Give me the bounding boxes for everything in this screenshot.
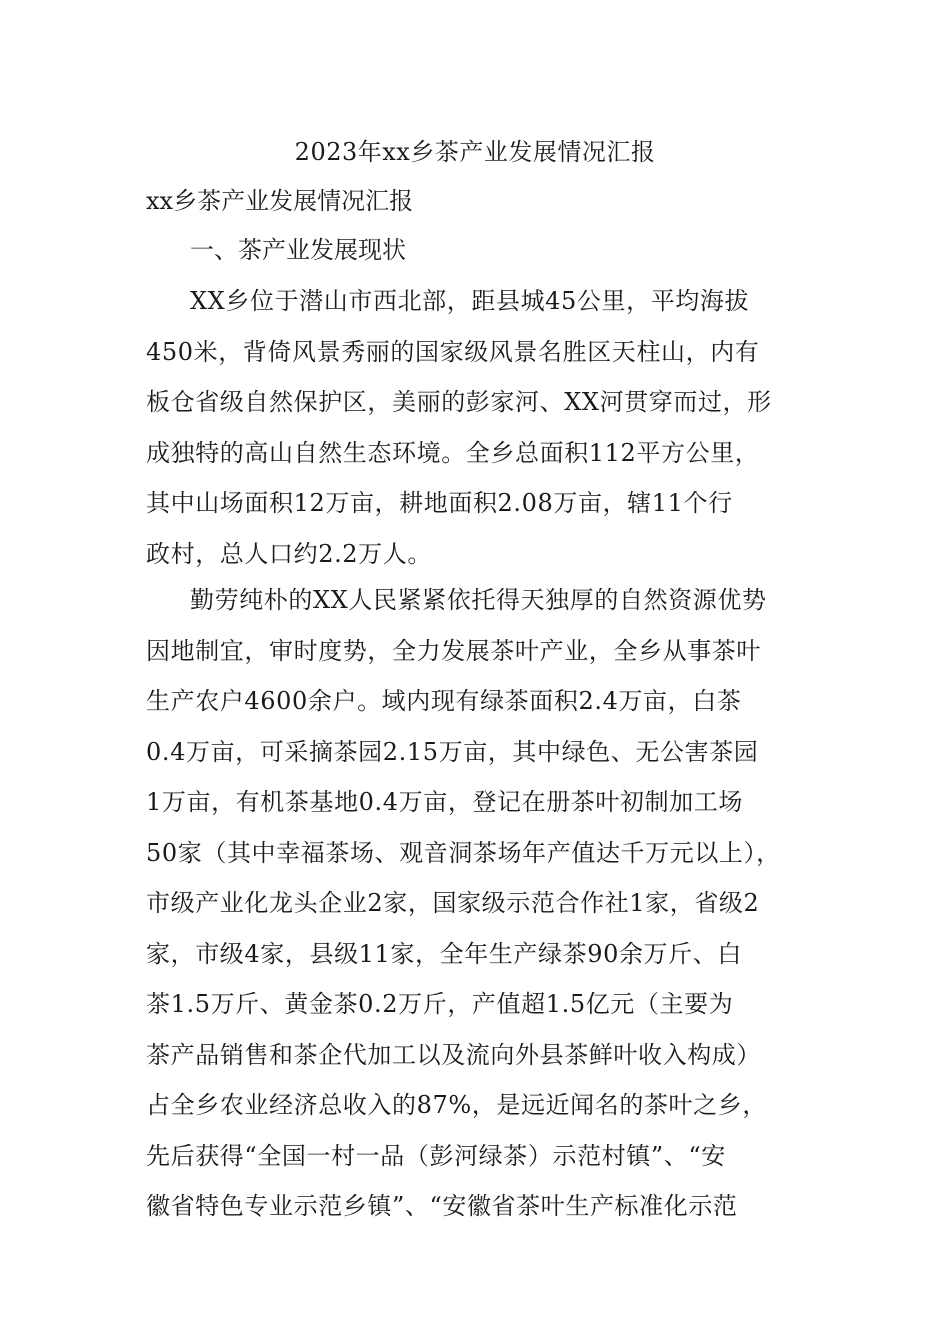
- paragraph-line: 先后获得“全国一村一品（彭河绿茶）示范村镇”、“安: [146, 1141, 726, 1170]
- paragraph-line: 板仓省级自然保护区，美丽的彭家河、XX河贯穿而过，形: [146, 388, 772, 416]
- paragraph-line: 450米，背倚风景秀丽的国家级风景名胜区天柱山，内有: [146, 337, 760, 366]
- paragraph-line: 市级产业化龙头企业2家，国家级示范合作社1家，省级2: [146, 889, 760, 917]
- paragraph-line: 家，市级4家，县级11家，全年生产绿茶90余万斤、白: [146, 939, 742, 968]
- paragraph-line: 生产农户4600余户。域内现有绿茶面积2.4万亩，白茶: [146, 687, 742, 715]
- paragraph-line: 政村，总人口约2.2万人。: [146, 539, 432, 568]
- paragraph-line: 勤劳纯朴的XX人民紧紧依托得天独厚的自然资源优势: [190, 586, 767, 614]
- paragraph-line: 成独特的高山自然生态环境。全乡总面积112平方公里，: [146, 438, 760, 467]
- paragraph-line: 徽省特色专业示范乡镇”、“安徽省茶叶生产标准化示范: [146, 1192, 738, 1220]
- paragraph-line: 因地制宜，审时度势，全力发展茶叶产业，全乡从事茶叶: [146, 636, 761, 665]
- paragraph-line: 茶1.5万斤、黄金茶0.2万斤，产值超1.5亿元（主要为: [146, 990, 734, 1018]
- section-heading: 一、茶产业发展现状: [190, 236, 406, 264]
- paragraph-line: XX乡位于潜山市西北部，距县城45公里，平均海拔: [190, 287, 750, 315]
- paragraph-line: 50家（其中幸福茶场、观音洞茶场年产值达千万元以上），: [146, 838, 781, 867]
- paragraph-location: [146, 281, 810, 584]
- paragraph-line: 其中山场面积12万亩，耕地面积2.08万亩，辖11个行: [146, 489, 733, 517]
- paragraph-line: 茶产品销售和茶企代加工以及流向外县茶鲜叶收入构成）: [146, 1040, 761, 1069]
- paragraph-line: 0.4万亩，可采摘茶园2.15万亩，其中绿色、无公害茶园: [146, 737, 759, 766]
- document-subtitle: xx乡茶产业发展情况汇报: [146, 187, 414, 215]
- paragraph-line: 占全乡农业经济总收入的87%，是远近闻名的茶叶之乡，: [146, 1091, 767, 1119]
- paragraph-line: 1万亩，有机茶基地0.4万亩，登记在册茶叶初制加工场: [146, 788, 744, 816]
- paragraph-industry: [146, 580, 810, 1237]
- document-title: 2023年xx乡茶产业发展情况汇报: [294, 138, 656, 166]
